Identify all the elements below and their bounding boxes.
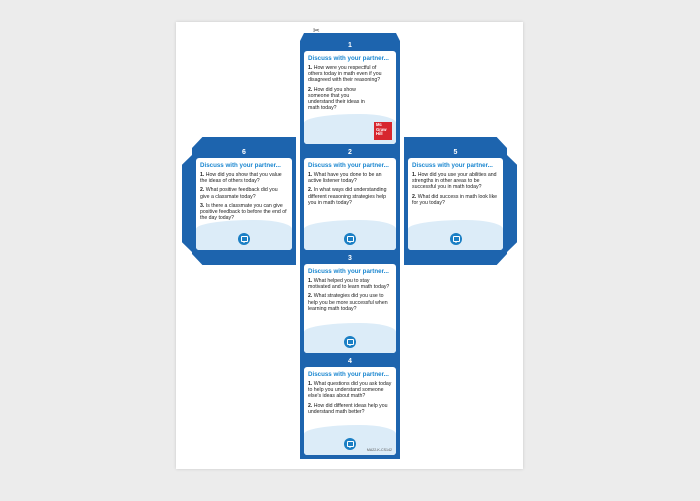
face-number: 4: [348, 358, 352, 365]
face-number: 6: [242, 149, 246, 156]
card-heading: Discuss with your partner...: [412, 162, 493, 169]
cube-face-4: [300, 357, 400, 459]
face-number: 1: [348, 42, 352, 49]
cube-face-1: [300, 41, 400, 148]
question-1: 1. How were you respectful of others today in math even if you disagreed with their reasoning?: [308, 65, 382, 84]
product-code: MA22-K-CS142: [366, 448, 392, 452]
question-1: 1. What have you done to be an active listener today?: [308, 172, 382, 185]
cube-face-2: [300, 148, 400, 254]
cube-face-5: [404, 148, 507, 254]
question-1: 1. What questions did you ask today to help you understand someone else's ideas about math?: [308, 381, 392, 400]
question-2: 2. What did success in math look like for you today?: [412, 193, 498, 206]
question-2: 2. How did different ideas help you understand math better?: [308, 402, 388, 415]
card-heading: Discuss with your partner...: [308, 268, 389, 275]
question-2: 2. In what ways did understanding different reasoning strategies help you in math today?: [308, 187, 387, 206]
glue-tab-left-lower: [192, 254, 296, 265]
glue-tab-right-upper: [404, 137, 507, 148]
prompt-card: [196, 158, 292, 250]
chat-bubble-icon: [344, 233, 356, 245]
question-1: 1. What helped you to stay motivated and to learn math today?: [308, 278, 390, 291]
chat-bubble-icon: [450, 233, 462, 245]
cube-face-6: [192, 148, 296, 254]
chat-bubble-icon: [344, 438, 356, 450]
card-heading: Discuss with your partner...: [308, 55, 389, 62]
printable-sheet: [176, 22, 523, 469]
face-number: 5: [453, 149, 458, 156]
question-1: 1. How did you show that you value the ideas of others today?: [200, 172, 282, 185]
question-2: 2. What strategies did you use to help you be more successful when learning math today?: [308, 293, 388, 312]
question-3: 3. Is there a classmate you can give positive feedback to before the end of the day today?: [200, 202, 287, 222]
face-number: 3: [348, 255, 352, 262]
glue-tab-right: [507, 155, 517, 252]
prompt-card: [408, 158, 503, 250]
question-2: 2. What positive feedback did you give a classmate today?: [200, 187, 278, 200]
chat-bubble-icon: [238, 233, 250, 245]
mcgraw-hill-logo: Mc Graw Hill: [374, 122, 392, 140]
card-heading: Discuss with your partner...: [308, 371, 389, 378]
scissors-icon: ✂: [313, 26, 320, 35]
glue-tab-left-upper: [192, 137, 296, 148]
card-heading: Discuss with your partner...: [308, 162, 389, 169]
prompt-card: [304, 158, 396, 250]
face-number: 2: [348, 149, 352, 156]
prompt-card: [304, 51, 396, 144]
glue-tab-left: [182, 155, 192, 252]
glue-tab-right-lower: [404, 254, 507, 265]
cube-face-3: [300, 254, 400, 357]
chat-bubble-icon: [344, 336, 356, 348]
card-heading: Discuss with your partner...: [200, 162, 281, 169]
question-2: 2. How did you show someone that you understand their ideas in math today?: [308, 86, 365, 112]
prompt-card: [304, 367, 396, 455]
question-1: 1. How did you use your abilities and strengths in other areas to be successful you in math today?: [412, 172, 497, 191]
prompt-card: [304, 264, 396, 353]
